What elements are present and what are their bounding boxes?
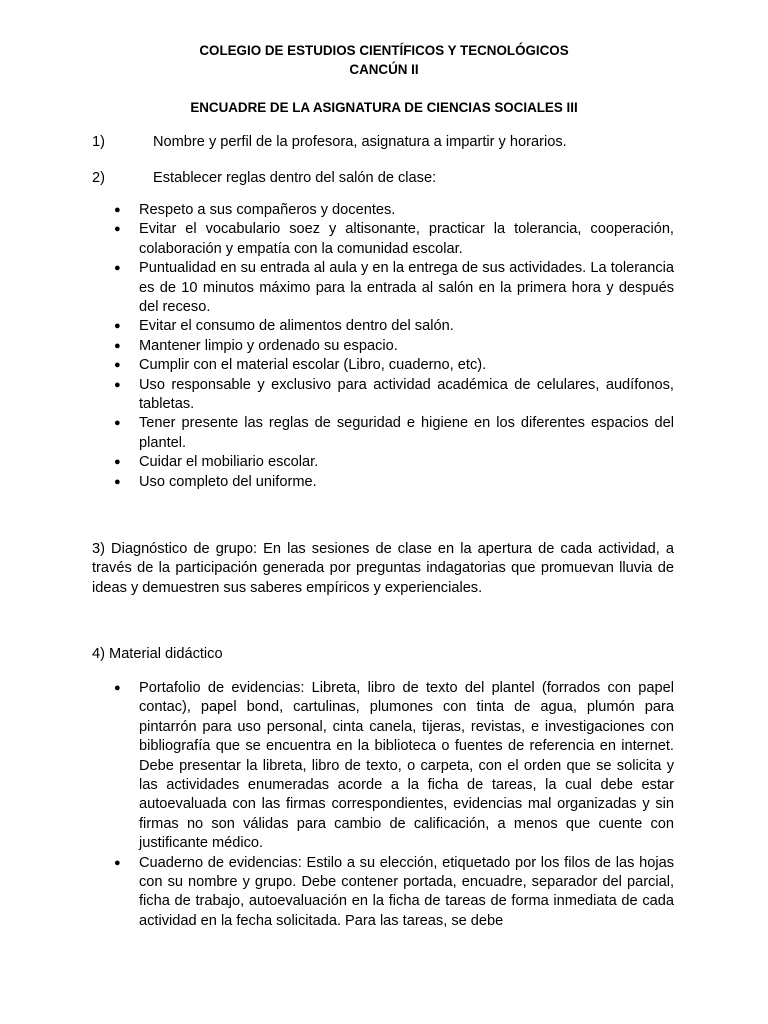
list-item — [0, 201, 674, 220]
section-text: Nombre y perfil de la profesora, asignatura a impartir y horarios. — [153, 134, 567, 150]
list-item-text: Puntualidad en su entrada al aula y en la entrega de sus actividades. La tolerancia es de 10 minutos máximo para la entrada al salón en la primera hora y después del receso. — [139, 260, 674, 316]
bullet-icon: ● — [114, 320, 121, 333]
bullet-icon: ● — [114, 417, 121, 430]
bullet-icon: ● — [114, 359, 121, 372]
list-item — [0, 679, 674, 854]
bullet-icon: ● — [114, 223, 121, 236]
list-item-text: Respeto a sus compañeros y docentes. — [139, 202, 396, 218]
document-title: ENCUADRE DE LA ASIGNATURA DE CIENCIAS SOCIALES III — [190, 100, 578, 115]
section-4-heading: 4) Material didáctico — [92, 646, 223, 662]
list-item-text: Evitar el vocabulario soez y altisonante, practicar la tolerancia, cooperación, colaboración y empatía con la comunidad escolar. — [139, 221, 674, 257]
list-item — [0, 259, 674, 317]
list-item-text: Mantener limpio y ordenado su espacio. — [139, 337, 398, 354]
bullet-icon: ● — [114, 204, 121, 216]
list-item-text: Tener presente las reglas de seguridad e higiene en los diferentes espacios del plantel. — [139, 415, 674, 451]
materials-list — [0, 679, 674, 931]
bullet-icon: ● — [114, 378, 121, 391]
bullet-icon: ● — [114, 262, 121, 275]
campus-name: CANCÚN II — [349, 62, 419, 77]
bullet-icon: ● — [114, 339, 121, 352]
bullet-icon: ● — [114, 475, 121, 488]
bullet-icon: ● — [114, 856, 121, 869]
list-item — [0, 356, 674, 375]
list-item — [0, 317, 674, 336]
section-number: 2) — [92, 170, 105, 186]
section-3-paragraph: 3) Diagnóstico de grupo: En las sesiones de clase en la apertura de cada actividad, a través de la participación generada por preguntas indagatorias que promuevan lluvia de ideas y demuestren sus saberes empíricos y experienciales. — [92, 541, 674, 596]
list-item — [0, 337, 674, 356]
list-item-text: Evitar el consumo de alimentos dentro del salón. — [139, 318, 454, 335]
bullet-icon: ● — [114, 682, 121, 694]
list-item — [0, 854, 674, 932]
list-item-text: Cuidar el mobiliario escolar. — [139, 454, 319, 471]
list-item-text: Uso completo del uniforme. — [139, 473, 317, 490]
list-item — [0, 414, 674, 453]
section-number: 1) — [92, 134, 105, 150]
list-item — [0, 453, 674, 472]
list-item — [0, 376, 674, 415]
bullet-icon: ● — [114, 456, 121, 469]
list-item-text: Portafolio de evidencias: Libreta, libro de texto del plantel (forrados con papel contac), papel bond, cartulinas, plumones con tinta de agua, plumón para pintarrón para uso personal, cinta canela, tijeras, revistas, e investigaciones con bibliografía que se encuentra en la biblioteca o fuentes de referencia en internet. Debe presentar la libreta, libro de texto, o carpeta, con el orden que se solicita y las actividades enumeradas acorde a la ficha de tareas, la cual debe estar autoevaluada con las firmas correspondientes, evidencias mal organizadas y sin firmas no son válidas para cambio de calificación, a menos que cuente con justificante médico. — [139, 680, 674, 852]
list-item — [0, 473, 674, 492]
section-text: Establecer reglas dentro del salón de clase: — [153, 170, 437, 186]
school-name: COLEGIO DE ESTUDIOS CIENTÍFICOS Y TECNOLÓGICOS — [199, 43, 569, 58]
list-item — [0, 220, 674, 259]
list-item-text: Cumplir con el material escolar (Libro, cuaderno, etc). — [139, 357, 487, 374]
rules-list — [0, 201, 674, 492]
list-item-text: Cuaderno de evidencias: Estilo a su elección, etiquetado por los filos de las hojas con su nombre y grupo. Debe contener portada, encuadre, separador del parcial, ficha de trabajo, autoevaluación en la ficha de tareas de forma inmediata de cada actividad en la fecha solicitada. Para las tareas, se debe — [139, 854, 674, 929]
list-item-text: Uso responsable y exclusivo para actividad académica de celulares, audífonos, tabletas. — [139, 376, 674, 413]
